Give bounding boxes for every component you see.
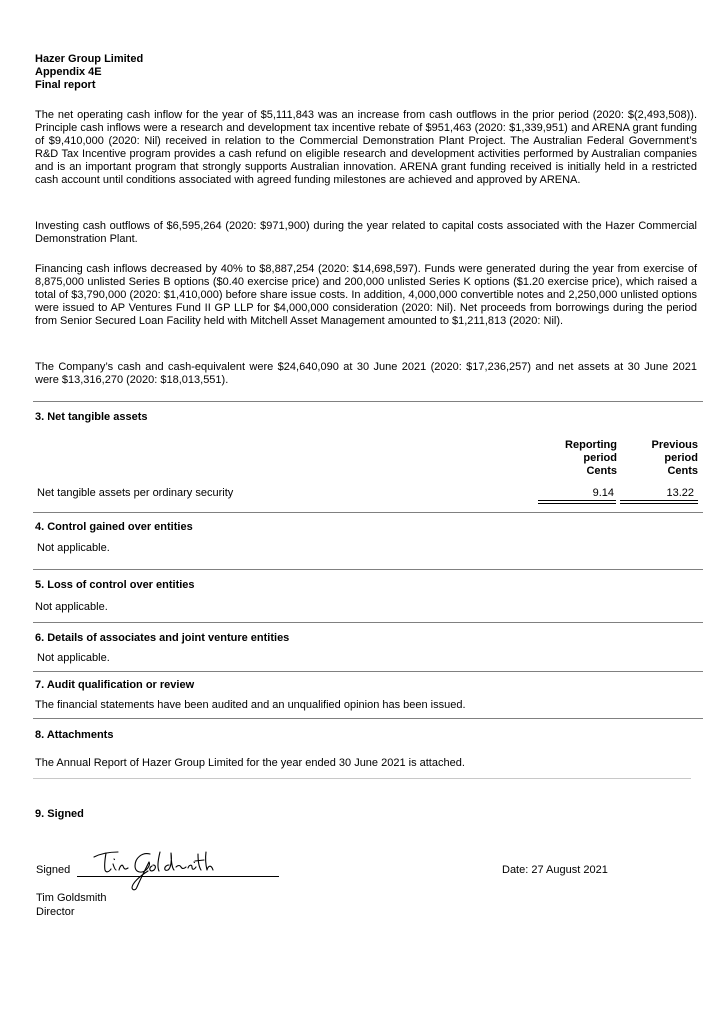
section-8-text: The Annual Report of Hazer Group Limited for the year ended 30 June 2021 is attached. [35, 757, 465, 769]
signature-date: Date: 27 August 2021 [502, 864, 608, 876]
nta-previous-value: 13.22 [666, 487, 694, 499]
section-5-text: Not applicable. [35, 601, 108, 613]
document-header [35, 53, 435, 92]
section-6-text: Not applicable. [37, 652, 110, 664]
nta-reporting-value: 9.14 [592, 487, 614, 499]
divider [33, 778, 691, 779]
divider [33, 718, 703, 719]
divider [33, 622, 703, 623]
divider [33, 401, 703, 402]
divider [33, 512, 703, 513]
report-type: Final report [35, 79, 96, 91]
double-underline [620, 500, 698, 504]
divider [33, 569, 703, 570]
signatory-role: Director [36, 906, 75, 918]
signed-label: Signed [36, 864, 71, 876]
section-9-title: 9. Signed [35, 808, 84, 820]
divider [33, 671, 703, 672]
signature-image [92, 846, 216, 894]
section-5-title: 5. Loss of control over entities [35, 579, 195, 591]
appendix-label: Appendix 4E [35, 66, 102, 78]
signatory-name: Tim Goldsmith [36, 892, 107, 904]
company-name: Hazer Group Limited [35, 53, 144, 65]
section-4-text: Not applicable. [37, 542, 110, 554]
paragraph-financing-cash: Financing cash inflows decreased by 40% to $8,887,254 (2020: $14,698,597). Funds were generated during the year from exercise of 8,875,000 unlisted Series B options ($0.40 exercise price) and 200,000 unlisted Series K options ($1.20 exercise price), which raised a total of $3,790,000 (2020: $1,410,000) before share issue costs. In addition, 4,000,000 convertible notes and 2,250,000 unlisted options were issued to AP Ventures Fund II GP LLP for $4,000,000 consideration (2020: Nil). Net proceeds from borrowings during the period from Senior Secured Loan Facility held with Mitchell Asset Management amounted to $1,211,813 (2020: Nil). [35, 263, 697, 327]
section-3-title: 3. Net tangible assets [35, 411, 148, 423]
section-8-title: 8. Attachments [35, 729, 114, 741]
paragraph-investing-cash: Investing cash outflows of $6,595,264 (2020: $971,900) during the year related to capital costs associated with the Hazer Commercial Demonstration Plant. [35, 220, 697, 245]
previous-period-header: Previous period Cents [651, 439, 698, 477]
section-7-title: 7. Audit qualification or review [35, 679, 195, 691]
paragraph-operating-cash: The net operating cash inflow for the year of $5,111,843 was an increase from cash outflows in the prior period (2020: $(2,493,508)). Principle cash inflows were a research and development tax incentive rebate of $951,463 (2020: $1,339,951) and ARENA grant funding of $9,410,000 (2020: Nil) received in relation to the Commercial Demonstration Plant Project. The Australian Federal Government’s R&D Tax Incentive program provides a cash refund on eligible research and development activities performed by Australian companies and is an important program that strongly supports Australian innovation. ARENA grant funding received is initially held in a restricted cash account until conditions associated with agreed funding milestones are achieved and approved by ARENA. [35, 109, 697, 186]
paragraph-cash-position: The Company’s cash and cash-equivalent were $24,640,090 at 30 June 2021 (2020: $17,236,257) and net assets at 30 June 2021 were $13,316,270 (2020: $18,013,551). [35, 361, 697, 386]
double-underline [538, 500, 616, 504]
reporting-period-header: Reporting period Cents [565, 439, 617, 477]
section-6-title: 6. Details of associates and joint venture entities [35, 632, 290, 644]
section-7-text: The financial statements have been audited and an unqualified opinion has been issued. [35, 699, 466, 711]
section-4-title: 4. Control gained over entities [35, 521, 193, 533]
nta-row-label: Net tangible assets per ordinary security [37, 487, 234, 499]
